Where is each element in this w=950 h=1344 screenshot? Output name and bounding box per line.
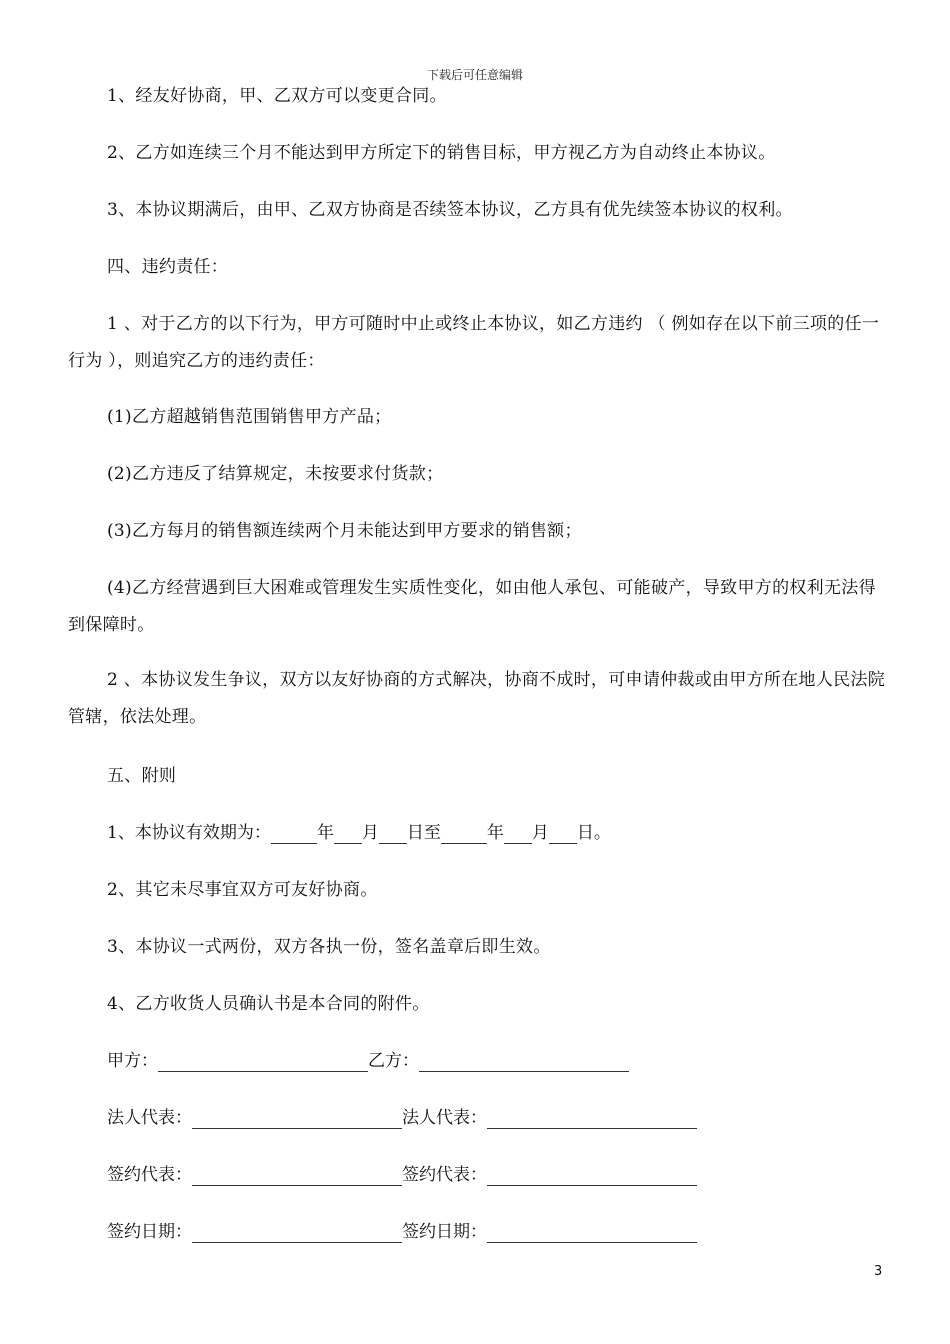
clause-renewal: 3、本协议期满后，由甲、乙双方协商是否续签本协议，乙方具有优先续签本协议的权利。 [107, 200, 793, 220]
signature-sign-rep-row [107, 1164, 697, 1186]
sign-date-a-label: 签约日期： [107, 1222, 192, 1242]
clause-attachment: 4、乙方收货人员确认书是本合同的附件。 [107, 994, 430, 1014]
month-label-2: 月 [531, 823, 549, 843]
day-label-2: 日。 [576, 823, 611, 843]
signature-legal-rep-row [107, 1107, 697, 1129]
party-b-label: 乙方： [368, 1051, 419, 1071]
legal-rep-a-blank[interactable] [192, 1110, 402, 1129]
end-year-blank[interactable] [441, 825, 487, 844]
month-label: 月 [361, 823, 379, 843]
breach-item-4: (4)乙方经营遇到巨大困难或管理发生实质性变化，如由他人承包、可能破产，导致甲方的权利无法得到保障时。 [68, 578, 876, 635]
page-number: 3 [874, 1264, 883, 1279]
legal-rep-b-label: 法人代表： [402, 1108, 487, 1128]
sign-date-b-blank[interactable] [487, 1224, 697, 1243]
party-b-blank[interactable] [419, 1053, 629, 1072]
clause-auto-terminate: 2、乙方如连续三个月不能达到甲方所定下的销售目标，甲方视乙方为自动终止本协议。 [107, 143, 776, 163]
party-a-blank[interactable] [158, 1053, 368, 1072]
validity-period-line [107, 822, 611, 844]
start-day-blank[interactable] [379, 825, 407, 844]
breach-item-3: (3)乙方每月的销售额连续两个月未能达到甲方要求的销售额； [107, 521, 582, 541]
start-year-blank[interactable] [271, 825, 317, 844]
sign-rep-b-blank[interactable] [487, 1167, 697, 1186]
signature-date-row [107, 1221, 697, 1243]
start-month-blank[interactable] [334, 825, 362, 844]
breach-item-2: (2)乙方违反了结算规定，未按要求付货款； [107, 464, 444, 484]
section-heading-supplementary: 五、附则 [107, 766, 177, 786]
sign-rep-a-label: 签约代表： [107, 1165, 192, 1185]
signature-party-row [107, 1050, 629, 1072]
end-month-blank[interactable] [504, 825, 532, 844]
legal-rep-a-label: 法人代表： [107, 1108, 192, 1128]
legal-rep-b-blank[interactable] [487, 1110, 697, 1129]
end-day-blank[interactable] [549, 825, 577, 844]
page-header: 下载后可任意编辑 [426, 68, 523, 82]
breach-paragraph-1: 1 、对于乙方的以下行为，甲方可随时中止或终止本协议，如乙方违约 （ 例如存在以下前三项的任一行为 ），则追究乙方的违约责任： [68, 314, 880, 371]
breach-item-1: (1)乙方超越销售范围销售甲方产品； [107, 407, 392, 427]
sign-date-b-label: 签约日期： [402, 1222, 487, 1242]
clause-copies: 3、本协议一式两份，双方各执一份，签名盖章后即生效。 [107, 937, 551, 957]
year-label-2: 年 [486, 823, 504, 843]
sign-date-a-blank[interactable] [192, 1224, 402, 1243]
sign-rep-b-label: 签约代表： [402, 1165, 487, 1185]
section-heading-breach: 四、违约责任： [107, 257, 229, 277]
clause-change-contract: 1、经友好协商，甲、乙双方可以变更合同。 [107, 86, 447, 106]
party-a-label: 甲方： [107, 1051, 158, 1071]
day-to-label: 日至 [406, 823, 441, 843]
validity-prefix: 1、本协议有效期为： [107, 823, 271, 843]
clause-other-matters: 2、其它未尽事宜双方可友好协商。 [107, 880, 378, 900]
year-label: 年 [316, 823, 334, 843]
sign-rep-a-blank[interactable] [192, 1167, 402, 1186]
breach-paragraph-2: 2 、本协议发生争议，双方以友好协商的方式解决，协商不成时，可申请仲裁或由甲方所在地人民法院管辖，依法处理。 [68, 670, 886, 727]
